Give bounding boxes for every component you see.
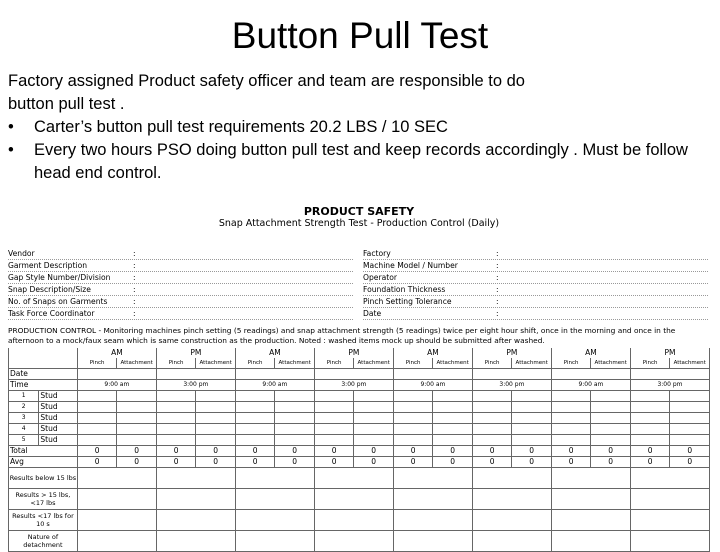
reading-cell[interactable] bbox=[630, 413, 670, 424]
reading-cell[interactable] bbox=[235, 402, 275, 413]
result-cell[interactable] bbox=[235, 468, 314, 489]
info-field-colon: : bbox=[133, 285, 136, 294]
reading-cell[interactable] bbox=[591, 402, 631, 413]
reading-cell[interactable] bbox=[670, 413, 710, 424]
reading-cell[interactable] bbox=[156, 413, 196, 424]
date-cell[interactable] bbox=[393, 369, 472, 380]
intro-line: Factory assigned Product safety officer and team are responsible to do bbox=[8, 72, 525, 90]
info-field-colon: : bbox=[496, 309, 499, 318]
result-cell[interactable] bbox=[472, 468, 551, 489]
result-cell[interactable] bbox=[314, 468, 393, 489]
value-cell: 0 bbox=[393, 457, 433, 468]
reading-cell[interactable] bbox=[235, 391, 275, 402]
result-label: Results > 15 lbs, <17 lbs bbox=[9, 489, 78, 510]
result-cell[interactable] bbox=[235, 531, 314, 552]
result-cell[interactable] bbox=[314, 531, 393, 552]
reading-cell[interactable] bbox=[275, 391, 315, 402]
info-field-colon: : bbox=[496, 285, 499, 294]
result-cell[interactable] bbox=[472, 531, 551, 552]
row-label: Total bbox=[9, 446, 78, 457]
corner-cell bbox=[9, 358, 78, 369]
value-cell: 0 bbox=[77, 457, 117, 468]
info-field-colon: : bbox=[133, 261, 136, 270]
reading-cell[interactable] bbox=[196, 402, 236, 413]
subcolumn-header: Pinch bbox=[551, 358, 591, 369]
reading-cell[interactable] bbox=[551, 391, 591, 402]
reading-cell[interactable] bbox=[472, 402, 512, 413]
reading-cell[interactable] bbox=[77, 391, 117, 402]
value-cell: 0 bbox=[670, 446, 710, 457]
value-cell: 0 bbox=[275, 457, 315, 468]
value-cell: 0 bbox=[472, 446, 512, 457]
info-field bbox=[8, 260, 353, 272]
reading-cell[interactable] bbox=[670, 435, 710, 446]
value-cell: 0 bbox=[433, 457, 473, 468]
result-cell[interactable] bbox=[77, 489, 156, 510]
result-cell[interactable] bbox=[472, 489, 551, 510]
reading-cell[interactable] bbox=[393, 391, 433, 402]
reading-cell[interactable] bbox=[156, 424, 196, 435]
info-field-label: Foundation Thickness bbox=[363, 285, 446, 294]
date-cell[interactable] bbox=[235, 369, 314, 380]
reading-cell[interactable] bbox=[275, 402, 315, 413]
subcolumn-header: Attachment bbox=[354, 358, 394, 369]
info-field-colon: : bbox=[133, 249, 136, 258]
reading-cell[interactable] bbox=[275, 413, 315, 424]
value-cell: 0 bbox=[314, 446, 354, 457]
info-field-label: Factory bbox=[363, 249, 391, 258]
reading-cell[interactable] bbox=[77, 413, 117, 424]
value-cell: 0 bbox=[314, 457, 354, 468]
info-field-label: Date bbox=[363, 309, 382, 318]
value-cell: 0 bbox=[156, 446, 196, 457]
intro-text bbox=[8, 70, 714, 185]
value-cell: 0 bbox=[512, 457, 552, 468]
result-cell[interactable] bbox=[630, 489, 709, 510]
reading-cell[interactable] bbox=[275, 435, 315, 446]
reading-cell[interactable] bbox=[117, 435, 157, 446]
reading-cell[interactable] bbox=[235, 435, 275, 446]
result-cell[interactable] bbox=[77, 531, 156, 552]
reading-cell[interactable] bbox=[512, 402, 552, 413]
row-label: Time bbox=[9, 380, 78, 391]
result-cell[interactable] bbox=[77, 468, 156, 489]
intro-line: button pull test . bbox=[8, 95, 125, 113]
value-cell: 0 bbox=[472, 457, 512, 468]
info-field-label: Operator bbox=[363, 273, 397, 282]
info-field-label: No. of Snaps on Garments bbox=[8, 297, 108, 306]
bullet-text: Every two hours PSO doing button pull test and keep records accordingly . Must be follow head end control. bbox=[34, 141, 688, 182]
table-row-result bbox=[9, 531, 710, 552]
date-cell[interactable] bbox=[630, 369, 709, 380]
reading-cell[interactable] bbox=[512, 391, 552, 402]
row-number: 2 bbox=[9, 402, 39, 413]
value-cell: 0 bbox=[433, 446, 473, 457]
value-cell: 0 bbox=[551, 457, 591, 468]
info-field-colon: : bbox=[133, 273, 136, 282]
result-cell[interactable] bbox=[551, 468, 630, 489]
subcolumn-header: Attachment bbox=[591, 358, 631, 369]
value-cell: 0 bbox=[591, 446, 631, 457]
time-cell: 9:00 am bbox=[77, 380, 156, 391]
reading-cell[interactable] bbox=[117, 402, 157, 413]
result-cell[interactable] bbox=[393, 489, 472, 510]
value-cell: 0 bbox=[156, 457, 196, 468]
date-cell[interactable] bbox=[314, 369, 393, 380]
reading-cell[interactable] bbox=[314, 413, 354, 424]
info-field bbox=[363, 260, 708, 272]
result-cell[interactable] bbox=[156, 531, 235, 552]
table-row-time bbox=[9, 380, 710, 391]
info-field bbox=[8, 272, 353, 284]
reading-cell[interactable] bbox=[156, 435, 196, 446]
reading-cell[interactable] bbox=[433, 413, 473, 424]
value-cell: 0 bbox=[551, 446, 591, 457]
result-cell[interactable] bbox=[551, 531, 630, 552]
result-cell[interactable] bbox=[630, 468, 709, 489]
reading-cell[interactable] bbox=[393, 402, 433, 413]
subcolumn-header: Pinch bbox=[156, 358, 196, 369]
bullet-icon: • bbox=[8, 118, 14, 136]
value-cell: 0 bbox=[354, 446, 394, 457]
row-number: 5 bbox=[9, 435, 39, 446]
reading-cell[interactable] bbox=[591, 413, 631, 424]
value-cell: 0 bbox=[670, 457, 710, 468]
table-row-result bbox=[9, 510, 710, 531]
result-cell[interactable] bbox=[393, 468, 472, 489]
result-cell[interactable] bbox=[393, 531, 472, 552]
bullet-text: Carter’s button pull test requirements 20.2 LBS / 10 SEC bbox=[34, 118, 448, 136]
info-field bbox=[8, 284, 353, 296]
subcolumn-header: Pinch bbox=[472, 358, 512, 369]
reading-cell[interactable] bbox=[314, 391, 354, 402]
time-cell: 9:00 am bbox=[551, 380, 630, 391]
reading-cell[interactable] bbox=[77, 435, 117, 446]
reading-cell[interactable] bbox=[433, 424, 473, 435]
reading-cell[interactable] bbox=[393, 413, 433, 424]
table-row bbox=[9, 402, 710, 413]
info-field bbox=[363, 272, 708, 284]
result-cell[interactable] bbox=[551, 489, 630, 510]
info-right-column bbox=[363, 248, 708, 320]
table-row bbox=[9, 424, 710, 435]
result-cell[interactable] bbox=[77, 510, 156, 531]
row-number: 1 bbox=[9, 391, 39, 402]
product-safety-form bbox=[8, 205, 710, 552]
result-cell[interactable] bbox=[393, 510, 472, 531]
reading-cell[interactable] bbox=[551, 435, 591, 446]
reading-cell[interactable] bbox=[472, 391, 512, 402]
reading-cell[interactable] bbox=[354, 413, 394, 424]
corner-cell bbox=[9, 348, 78, 358]
reading-cell[interactable] bbox=[354, 402, 394, 413]
reading-cell[interactable] bbox=[630, 435, 670, 446]
result-cell[interactable] bbox=[156, 468, 235, 489]
reading-cell[interactable] bbox=[235, 413, 275, 424]
result-cell[interactable] bbox=[156, 489, 235, 510]
reading-cell[interactable] bbox=[551, 402, 591, 413]
value-cell: 0 bbox=[630, 446, 670, 457]
period-header: AM bbox=[393, 348, 472, 358]
form-title: PRODUCT SAFETY bbox=[303, 205, 415, 218]
table-row bbox=[9, 435, 710, 446]
info-field bbox=[363, 308, 708, 320]
result-label: Results below 15 lbs bbox=[9, 468, 78, 489]
reading-cell[interactable] bbox=[314, 424, 354, 435]
result-cell[interactable] bbox=[630, 531, 709, 552]
period-header: PM bbox=[472, 348, 551, 358]
reading-cell[interactable] bbox=[551, 424, 591, 435]
result-cell[interactable] bbox=[314, 510, 393, 531]
result-label: Results <17 lbs for 10 s bbox=[9, 510, 78, 531]
period-header: PM bbox=[314, 348, 393, 358]
reading-cell[interactable] bbox=[117, 413, 157, 424]
stud-label: Stud bbox=[39, 413, 77, 424]
reading-cell[interactable] bbox=[77, 402, 117, 413]
bullet-icon: • bbox=[8, 141, 14, 159]
value-cell: 0 bbox=[393, 446, 433, 457]
info-field bbox=[8, 308, 353, 320]
time-cell: 9:00 am bbox=[235, 380, 314, 391]
value-cell: 0 bbox=[235, 457, 275, 468]
reading-cell[interactable] bbox=[512, 424, 552, 435]
stud-label: Stud bbox=[39, 391, 77, 402]
reading-cell[interactable] bbox=[433, 435, 473, 446]
form-info-fields bbox=[8, 248, 710, 318]
info-field-colon: : bbox=[133, 297, 136, 306]
info-field-label: Task Force Coordinator bbox=[8, 309, 95, 318]
result-cell[interactable] bbox=[156, 510, 235, 531]
reading-cell[interactable] bbox=[630, 424, 670, 435]
time-cell: 3:00 pm bbox=[630, 380, 709, 391]
reading-cell[interactable] bbox=[433, 391, 473, 402]
reading-cell[interactable] bbox=[591, 391, 631, 402]
reading-cell[interactable] bbox=[393, 435, 433, 446]
table-subheader-row bbox=[9, 358, 710, 369]
reading-cell[interactable] bbox=[354, 424, 394, 435]
info-field-label: Snap Description/Size bbox=[8, 285, 91, 294]
form-subtitle: Snap Attachment Strength Test - Production Control (Daily) bbox=[218, 218, 500, 229]
info-field bbox=[363, 248, 708, 260]
reading-cell[interactable] bbox=[472, 413, 512, 424]
row-number: 3 bbox=[9, 413, 39, 424]
table-header-row bbox=[9, 348, 710, 358]
slide-title: Button Pull Test bbox=[231, 15, 489, 56]
date-cell[interactable] bbox=[156, 369, 235, 380]
reading-cell[interactable] bbox=[512, 413, 552, 424]
reading-cell[interactable] bbox=[591, 435, 631, 446]
reading-cell[interactable] bbox=[630, 402, 670, 413]
stud-label: Stud bbox=[39, 402, 77, 413]
info-field-colon: : bbox=[496, 261, 499, 270]
date-cell[interactable] bbox=[551, 369, 630, 380]
result-cell[interactable] bbox=[551, 510, 630, 531]
info-field-label: Machine Model / Number bbox=[363, 261, 458, 270]
value-cell: 0 bbox=[77, 446, 117, 457]
info-field bbox=[363, 284, 708, 296]
value-cell: 0 bbox=[117, 446, 157, 457]
period-header: AM bbox=[77, 348, 156, 358]
period-header: PM bbox=[156, 348, 235, 358]
value-cell: 0 bbox=[196, 457, 236, 468]
info-field-colon: : bbox=[496, 273, 499, 282]
reading-cell[interactable] bbox=[196, 413, 236, 424]
reading-cell[interactable] bbox=[314, 435, 354, 446]
result-cell[interactable] bbox=[314, 489, 393, 510]
result-cell[interactable] bbox=[472, 510, 551, 531]
info-field-label: Pinch Setting Tolerance bbox=[363, 297, 452, 306]
period-header: AM bbox=[551, 348, 630, 358]
value-cell: 0 bbox=[117, 457, 157, 468]
table-row-result bbox=[9, 468, 710, 489]
row-label: Avg bbox=[9, 457, 78, 468]
reading-cell[interactable] bbox=[670, 391, 710, 402]
bullet-item bbox=[8, 116, 714, 139]
result-cell[interactable] bbox=[235, 489, 314, 510]
reading-cell[interactable] bbox=[117, 424, 157, 435]
reading-cell[interactable] bbox=[156, 391, 196, 402]
period-header: AM bbox=[235, 348, 314, 358]
table-row bbox=[9, 391, 710, 402]
info-field-label: Garment Description bbox=[8, 261, 88, 270]
reading-cell[interactable] bbox=[77, 424, 117, 435]
subcolumn-header: Attachment bbox=[275, 358, 315, 369]
reading-cell[interactable] bbox=[591, 424, 631, 435]
subcolumn-header: Attachment bbox=[512, 358, 552, 369]
value-cell: 0 bbox=[275, 446, 315, 457]
result-cell[interactable] bbox=[235, 510, 314, 531]
reading-cell[interactable] bbox=[630, 391, 670, 402]
subcolumn-header: Pinch bbox=[393, 358, 433, 369]
time-cell: 3:00 pm bbox=[156, 380, 235, 391]
subcolumn-header: Pinch bbox=[77, 358, 117, 369]
reading-cell[interactable] bbox=[235, 424, 275, 435]
info-field-colon: : bbox=[496, 297, 499, 306]
table-row-date bbox=[9, 369, 710, 380]
reading-cell[interactable] bbox=[393, 424, 433, 435]
info-field-colon: : bbox=[496, 249, 499, 258]
table-row-total bbox=[9, 446, 710, 457]
time-cell: 9:00 am bbox=[393, 380, 472, 391]
subcolumn-header: Attachment bbox=[196, 358, 236, 369]
reading-cell[interactable] bbox=[196, 435, 236, 446]
pull-test-table bbox=[8, 348, 710, 552]
value-cell: 0 bbox=[354, 457, 394, 468]
info-field bbox=[8, 248, 353, 260]
date-cell[interactable] bbox=[77, 369, 156, 380]
bullet-item bbox=[8, 139, 714, 185]
reading-cell[interactable] bbox=[314, 402, 354, 413]
value-cell: 0 bbox=[512, 446, 552, 457]
result-label: Nature of detachment bbox=[9, 531, 78, 552]
reading-cell[interactable] bbox=[196, 424, 236, 435]
reading-cell[interactable] bbox=[117, 391, 157, 402]
row-label: Date bbox=[9, 369, 78, 380]
reading-cell[interactable] bbox=[354, 391, 394, 402]
value-cell: 0 bbox=[235, 446, 275, 457]
info-field bbox=[363, 296, 708, 308]
production-control-note: PRODUCTION CONTROL - Monitoring machines pinch setting (5 readings) and snap attachment strength (5 readings) twice per eight hour shift, once in the morning and once in the afternoon to a mock/faux seam which is same construction as the production. Noted : washed items mock up should be submitted after washed. bbox=[8, 326, 676, 345]
reading-cell[interactable] bbox=[512, 435, 552, 446]
row-number: 4 bbox=[9, 424, 39, 435]
info-field bbox=[8, 296, 353, 308]
reading-cell[interactable] bbox=[156, 402, 196, 413]
value-cell: 0 bbox=[630, 457, 670, 468]
stud-label: Stud bbox=[39, 424, 77, 435]
stud-label: Stud bbox=[39, 435, 77, 446]
table-row bbox=[9, 413, 710, 424]
date-cell[interactable] bbox=[472, 369, 551, 380]
reading-cell[interactable] bbox=[670, 402, 710, 413]
subcolumn-header: Pinch bbox=[630, 358, 670, 369]
table-row-avg bbox=[9, 457, 710, 468]
subcolumn-header: Pinch bbox=[235, 358, 275, 369]
reading-cell[interactable] bbox=[472, 435, 512, 446]
table-row-result bbox=[9, 489, 710, 510]
time-cell: 3:00 pm bbox=[472, 380, 551, 391]
reading-cell[interactable] bbox=[551, 413, 591, 424]
result-cell[interactable] bbox=[630, 510, 709, 531]
info-left-column bbox=[8, 248, 353, 320]
value-cell: 0 bbox=[591, 457, 631, 468]
value-cell: 0 bbox=[196, 446, 236, 457]
reading-cell[interactable] bbox=[433, 402, 473, 413]
subcolumn-header: Attachment bbox=[433, 358, 473, 369]
reading-cell[interactable] bbox=[472, 424, 512, 435]
reading-cell[interactable] bbox=[275, 424, 315, 435]
period-header: PM bbox=[630, 348, 709, 358]
info-field-label: Vendor bbox=[8, 249, 35, 258]
reading-cell[interactable] bbox=[354, 435, 394, 446]
reading-cell[interactable] bbox=[670, 424, 710, 435]
info-field-colon: : bbox=[133, 309, 136, 318]
reading-cell[interactable] bbox=[196, 391, 236, 402]
time-cell: 3:00 pm bbox=[314, 380, 393, 391]
subcolumn-header: Attachment bbox=[670, 358, 710, 369]
subcolumn-header: Pinch bbox=[314, 358, 354, 369]
subcolumn-header: Attachment bbox=[117, 358, 157, 369]
info-field-label: Gap Style Number/Division bbox=[8, 273, 111, 282]
